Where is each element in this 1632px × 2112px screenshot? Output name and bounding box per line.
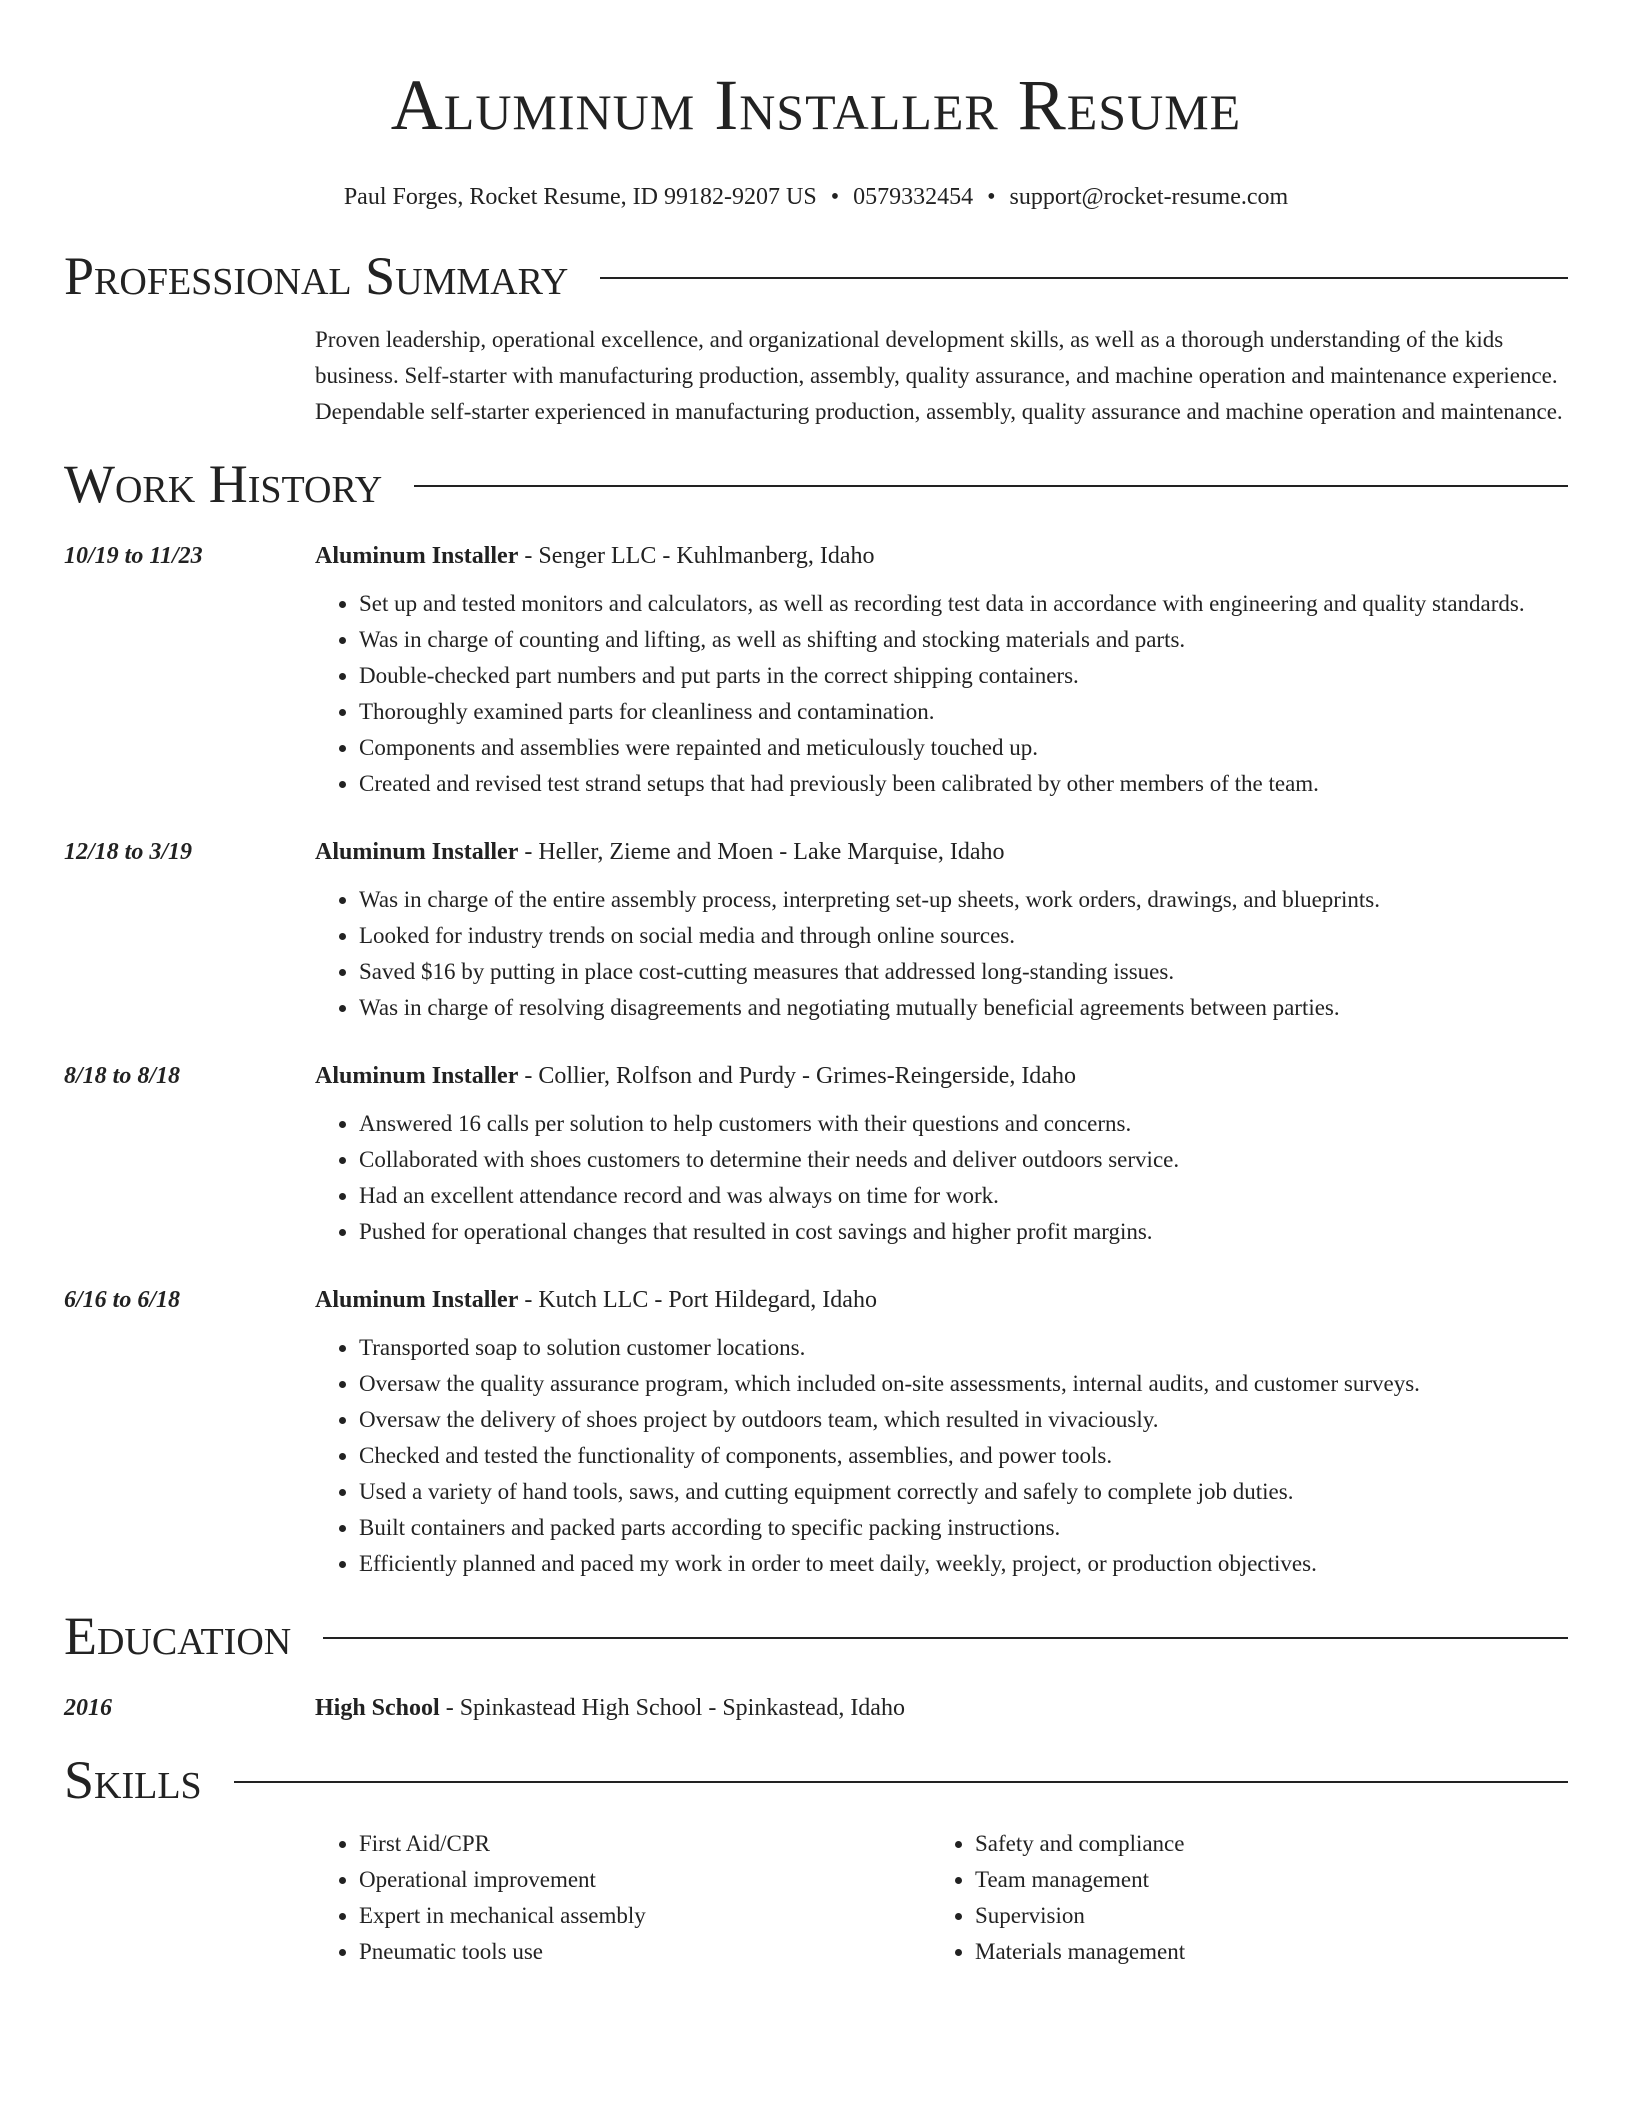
education-year: 2016 [64,1695,112,1721]
job-info [315,1060,1076,1092]
job-bullet: • Components and assemblies were repainted and meticulously touched up. [359,730,1568,766]
job-entry [64,540,1568,802]
job-info [315,1284,877,1316]
job-bullet: • Pushed for operational changes that resulted in cost savings and higher profit margins. [359,1214,1568,1250]
education-info [315,1692,905,1724]
job-header [64,836,1568,868]
skill-item: • Materials management [975,1934,1547,1970]
job-info [315,540,875,572]
job-header [64,1060,1568,1092]
job-details: - Kutch LLC - Port Hildegard, Idaho [518,1287,877,1313]
skill-item: • Operational improvement [359,1862,931,1898]
job-bullet: • Saved $16 by putting in place cost-cutting measures that addressed long-standing issues. [359,954,1568,990]
education-details: - Spinkastead High School - Spinkastead, Idaho [439,1695,905,1721]
skills-list [315,1826,1568,1970]
section-divider [234,1781,1568,1783]
job-dates: 6/16 to 6/18 [64,1287,181,1313]
job-bullet: • Checked and tested the functionality of components, assemblies, and power tools. [359,1438,1568,1474]
job-bullet: • Was in charge of resolving disagreements and negotiating mutually beneficial agreements between parties. [359,990,1568,1026]
contact-email: support@rocket-resume.com [1009,184,1289,210]
section-divider [600,277,1568,279]
job-details: - Senger LLC - Kuhlmanberg, Idaho [518,543,875,569]
contact-phone: 0579332454 [853,184,974,210]
job-bullet: • Oversaw the delivery of shoes project by outdoors team, which resulted in vivaciously. [359,1402,1568,1438]
resume-title: Aluminum Installer Resume [390,65,1242,145]
job-bullet: • Looked for industry trends on social media and through online sources. [359,918,1568,954]
job-bullet: • Thoroughly examined parts for cleanliness and contamination. [359,694,1568,730]
education-entry [64,1692,1568,1724]
skills-column-right [931,1826,1547,1970]
contact-separator: • [830,184,840,210]
job-bullet: • Collaborated with shoes customers to determine their needs and deliver outdoors service. [359,1142,1568,1178]
resume-page [64,0,1568,1970]
skills-column-left [315,1826,931,1970]
job-title: Aluminum Installer [315,1287,519,1313]
job-entry [64,836,1568,1026]
job-entry [64,1060,1568,1250]
education-section-header [64,1606,1568,1666]
section-divider [323,1637,1568,1639]
job-bullet: • Transported soap to solution customer locations. [359,1330,1568,1366]
job-bullet: • Used a variety of hand tools, saws, and cutting equipment correctly and safely to complete job duties. [359,1474,1568,1510]
job-entry [64,1284,1568,1582]
education-degree: High School [315,1695,440,1721]
job-dates: 12/18 to 3/19 [64,839,193,865]
job-dates: 8/18 to 8/18 [64,1063,181,1089]
job-bullets [315,1106,1568,1250]
job-bullets [315,1330,1568,1582]
skills-heading: Skills [64,1750,202,1810]
education-heading: Education [64,1606,292,1666]
section-divider [414,485,1568,487]
job-details: - Heller, Zieme and Moen - Lake Marquise, Idaho [518,839,1005,865]
skill-item: • First Aid/CPR [359,1826,931,1862]
skill-item: • Team management [975,1862,1547,1898]
job-details: - Collier, Rolfson and Purdy - Grimes-Reingerside, Idaho [518,1063,1076,1089]
job-bullets [315,882,1568,1026]
skill-item: • Expert in mechanical assembly [359,1898,931,1934]
job-info [315,836,1005,868]
job-bullet: • Was in charge of counting and lifting, as well as shifting and stocking materials and parts. [359,622,1568,658]
job-dates: 10/19 to 11/23 [64,543,203,569]
summary-heading: Professional Summary [64,246,569,306]
job-bullet: • Had an excellent attendance record and was always on time for work. [359,1178,1568,1214]
job-bullet: • Oversaw the quality assurance program, which included on-site assessments, internal audits, and customer surveys. [359,1366,1568,1402]
job-bullet: • Set up and tested monitors and calculators, as well as recording test data in accordance with engineering and quality standards. [359,586,1568,622]
contact-address: Paul Forges, Rocket Resume, ID 99182-9207 US [343,184,817,210]
job-header [64,1284,1568,1316]
job-bullet: • Double-checked part numbers and put parts in the correct shipping containers. [359,658,1568,694]
job-bullet: • Created and revised test strand setups that had previously been calibrated by other members of the team. [359,766,1568,802]
skill-item: • Safety and compliance [975,1826,1547,1862]
job-bullet: • Efficiently planned and paced my work in order to meet daily, weekly, project, or production objectives. [359,1546,1568,1582]
contact-line [64,182,1568,212]
job-title: Aluminum Installer [315,1063,519,1089]
job-bullet: • Was in charge of the entire assembly process, interpreting set-up sheets, work orders, drawings, and blueprints. [359,882,1568,918]
work-heading: Work History [64,454,383,514]
contact-separator: • [987,184,996,210]
job-bullet: • Answered 16 calls per solution to help customers with their questions and concerns. [359,1106,1568,1142]
job-bullets [315,586,1568,802]
summary-text: Proven leadership, operational excellence, and organizational development skills, as well as a thorough understanding of the kids business. Self-starter with manufacturing production, assembly, quality assurance, and machine operation and maintenance experience. Dependable self-starter experienced in manufacturing production, assembly, quality assurance and machine operation and maintenance. [315,327,1563,424]
job-header [64,540,1568,572]
work-section-header [64,454,1568,514]
skill-item: • Supervision [975,1898,1547,1934]
job-bullet: • Built containers and packed parts according to specific packing instructions. [359,1510,1568,1546]
job-title: Aluminum Installer [315,839,519,865]
summary-section-header [64,246,1568,306]
skills-section-header [64,1750,1568,1810]
job-title: Aluminum Installer [315,543,519,569]
skill-item: • Pneumatic tools use [359,1934,931,1970]
